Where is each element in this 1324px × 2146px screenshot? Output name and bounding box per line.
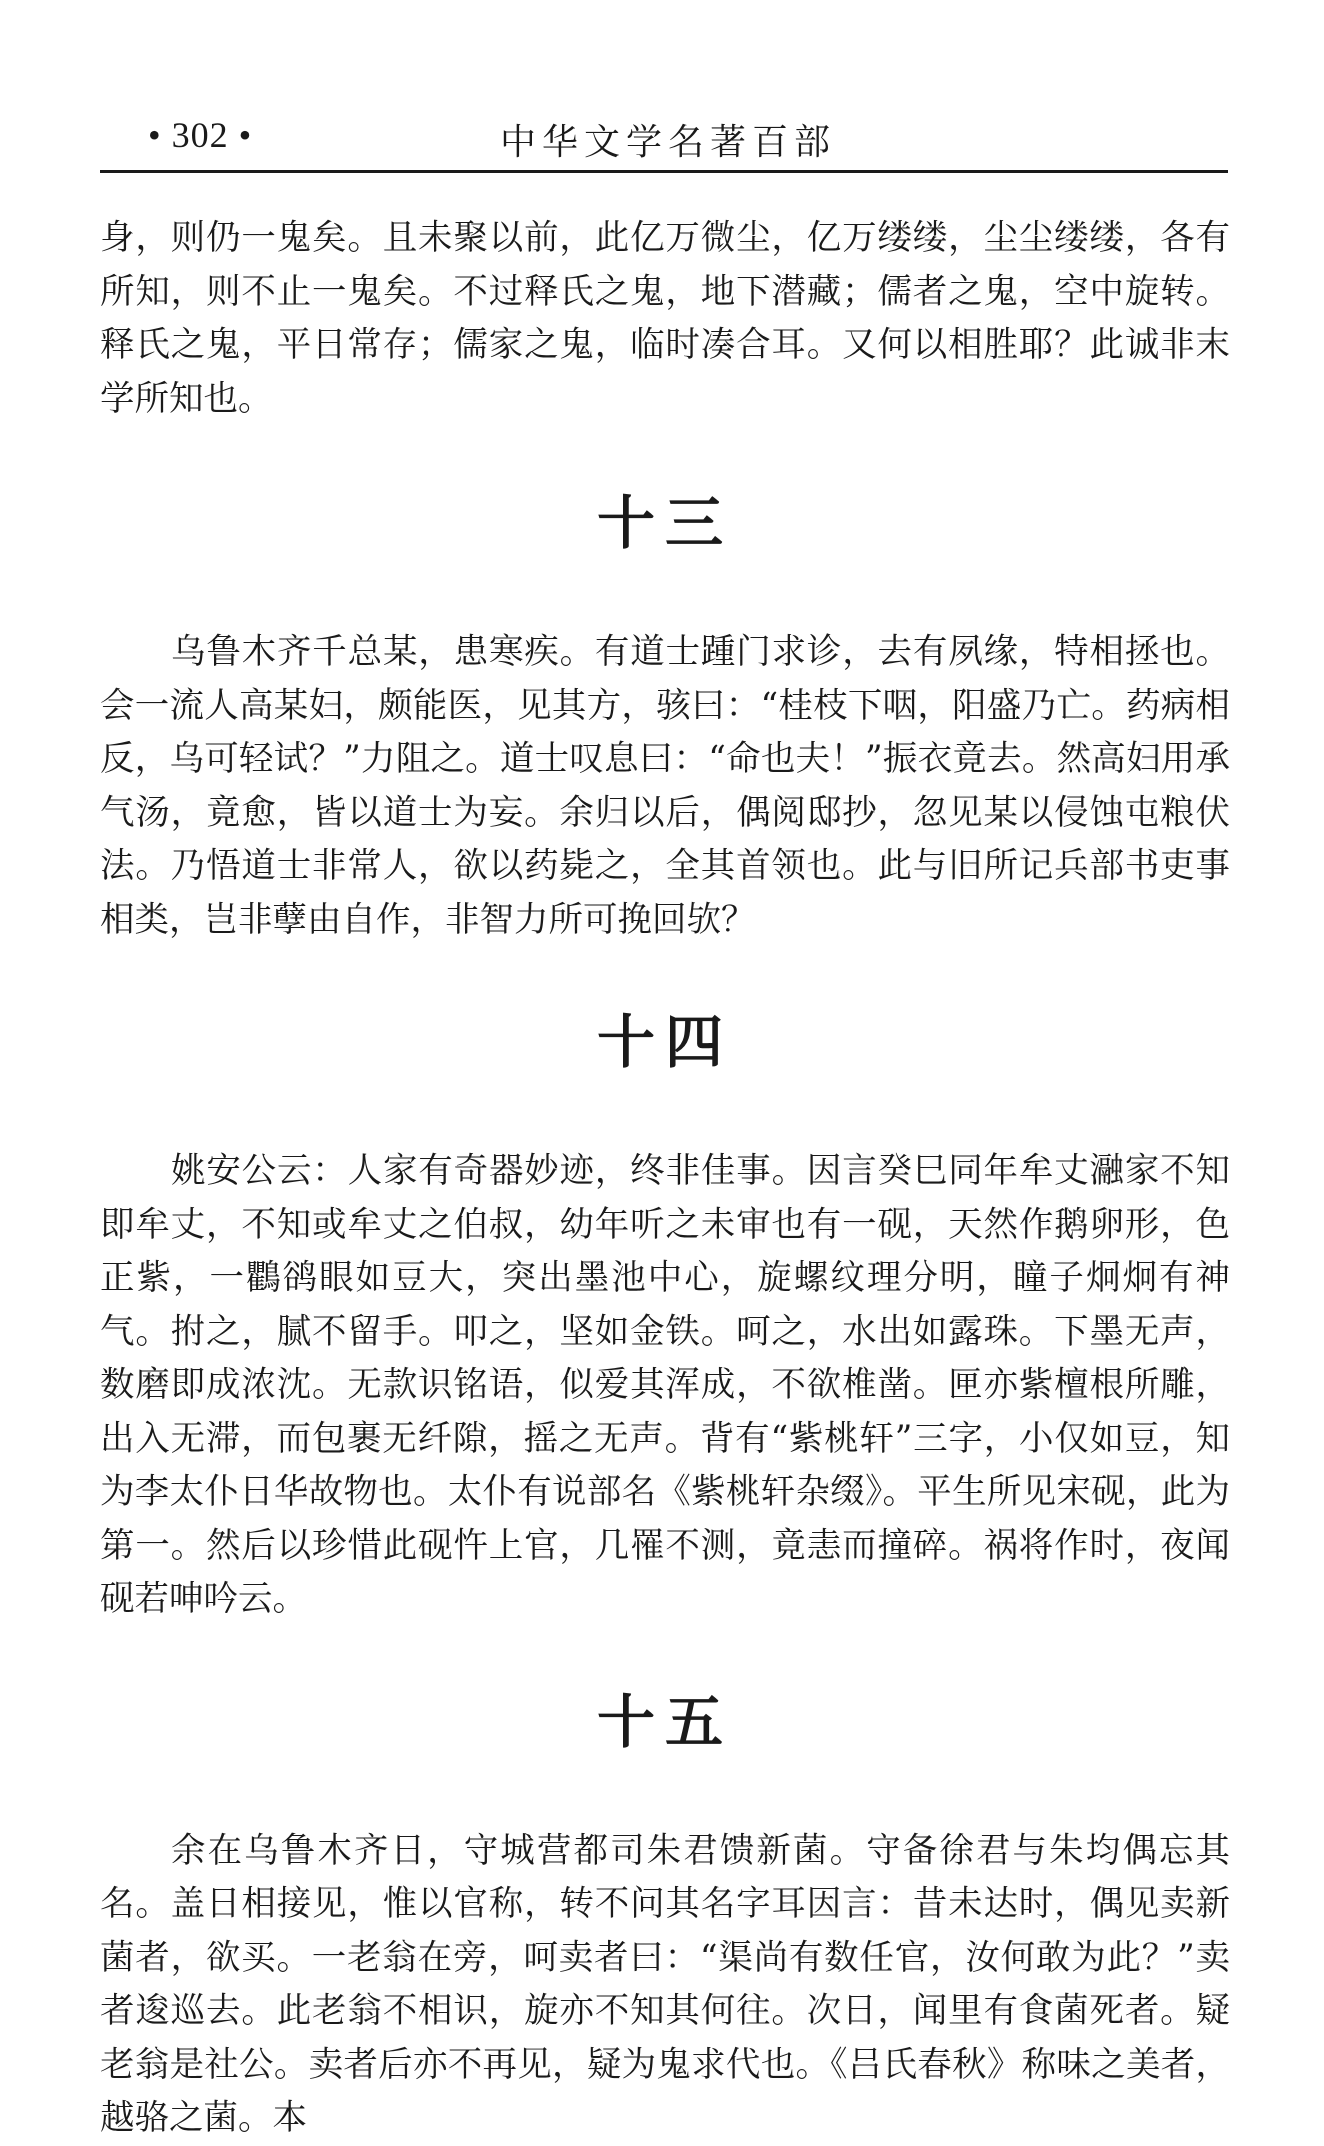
section-heading-14: 十四 xyxy=(596,1008,733,1076)
section-heading-15: 十五 xyxy=(596,1687,733,1756)
section-heading-13: 十三 xyxy=(596,489,733,557)
section-15-paragraph: 余在乌鲁木齐日，守城营都司朱君馈新菌。守备徐君与朱均偶忘其名。盖日相接见，惟以官称，转不问其名字耳因言：昔未达时，偶见卖新菌者，欲买。一老翁在旁，呵卖者曰：“渠尚有数任官，汝何敢为此？”卖者逡巡去。此老翁不相识，旋亦不知其何往。次日，闻里有食菌死者。疑老翁是社公。卖者后亦不再见，疑为鬼求代也。《吕氏春秋》称味之美者，越骆之菌。本 xyxy=(100,1830,1230,2138)
section-14-paragraph: 姚安公云：人家有奇器妙迹，终非佳事。因言癸巳同年牟丈瀜家不知即牟丈，不知或牟丈之伯叔，幼年听之未审也有一砚，天然作鹅卵形，色正紫，一鸜鹆眼如豆大，突出墨池中心，旋螺纹理分明，瞳子炯炯有神气。拊之，腻不留手。叩之，坚如金铁。呵之，水出如露珠。下墨无声，数磨即成浓沈。无款识铭语，似爱其浑成，不欲椎凿。匣亦紫檀根所雕，出入无滞，而包裹无纤隙，摇之无声。背有“紫桃轩”三字，小仅如豆，知为李太仆日华故物也。太仆有说部名《紫桃轩杂缀》。平生所见宋砚，此为第一。然后以珍惜此砚忤上官，几罹不测，竟恚而撞碎。祸将作时，夜闻砚若呻吟云。 xyxy=(100,1151,1230,1619)
page-number: • 302 • xyxy=(148,115,253,155)
page-body xyxy=(100,212,1230,2146)
section-13-paragraph: 乌鲁木齐千总某，患寒疾。有道士踵门求诊，去有夙缘，特相拯也。会一流人高某妇，颇能医，见其方，骇曰：“桂枝下咽，阳盛乃亡。药病相反，乌可轻试？”力阻之。道士叹息曰：“命也夫！”振衣竟去。然高妇用承气汤，竟愈，皆以道士为妄。余归以后，偶阅邸抄，忽见某以侵蚀屯粮伏法。乃悟道士非常人，欲以药毙之，全其首领也。此与旧所记兵部书吏事相类，岂非孽由自作，非智力所可挽回欤？ xyxy=(100,632,1230,940)
page-header xyxy=(100,110,1228,173)
continuation-paragraph: 身，则仍一鬼矣。且未聚以前，此亿万微尘，亿万缕缕，尘尘缕缕，各有所知，则不止一鬼矣。不过释氏之鬼，地下潜藏；儒者之鬼，空中旋转。释氏之鬼，平日常存；儒家之鬼，临时凑合耳。又何以相胜耶？此诚非末学所知也。 xyxy=(100,218,1230,419)
book-title: 中华文学名著百部 xyxy=(500,122,837,163)
